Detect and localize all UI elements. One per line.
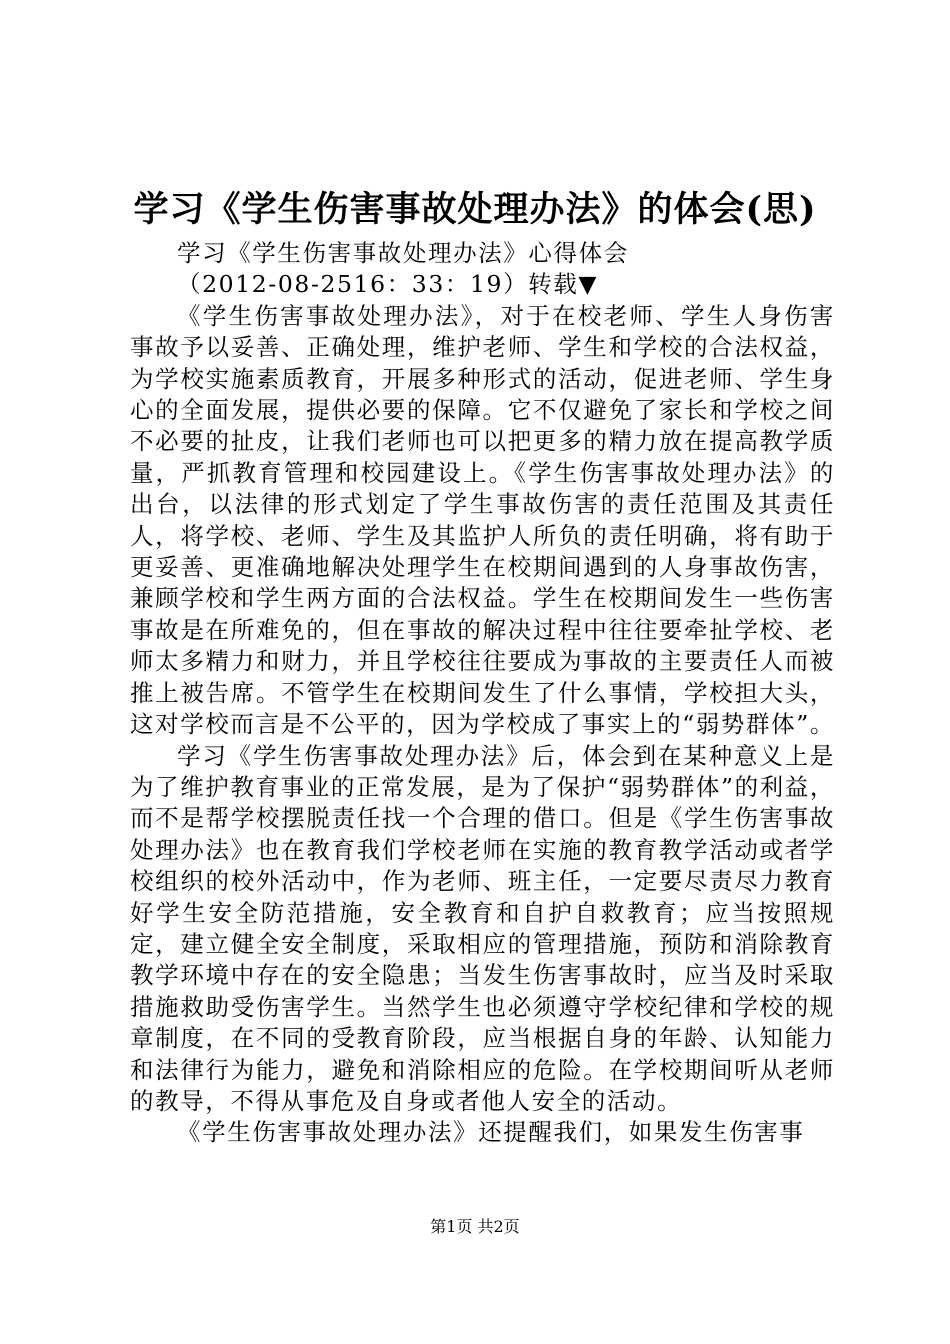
body-paragraph-2: 学习《学生伤害事故处理办法》后，体会到在某种意义上是为了维护教育事业的正常发展，是为了保护“弱势群体”的利益，而不是帮学校摆脱责任找一个合理的借口。但是《学生伤害事故处理办法》也在教育我们学校老师在实施的教育教学活动或者学校组织的校外活动中，作为老师、班主任，一定要尽责尽力教育好学生安全防范措施，安全教育和自护自救教育；应当按照规定，建立健全安全制度，采取相应的管理措施，预防和消除教育教学环境中存在的安全隐患；当发生伤害事故时，应当及时采取措施救助受伤害学生。当然学生也必须遵守学校纪律和学校的规章制度，在不同的受教育阶段，应当根据自身的年龄、认知能力和法律行为能力，避免和消除相应的危险。在学校期间听从老师的教导，不得从事危及自身或者他人安全的活动。 <box>130 741 835 1115</box>
document-body <box>130 238 835 1149</box>
document-title: 学习《学生伤害事故处理办法》的体会(思) <box>133 189 817 230</box>
date-paragraph: （2012-08-2516：33：19）转载▼ <box>177 270 599 299</box>
subtitle-paragraph: 学习《学生伤害事故处理办法》心得体会 <box>177 239 629 267</box>
body-paragraph-1: 《学生伤害事故处理办法》，对于在校老师、学生人身伤害事故予以妥善、正确处理，维护老师、学生和学校的合法权益，为学校实施素质教育，开展多种形式的活动，促进老师、学生身心的全面发展，提供必要的保障。它不仅避免了家长和学校之间不必要的扯皮，让我们老师也可以把更多的精力放在提高教学质量，严抓教育管理和校园建设上。《学生伤害事故处理办法》的出台，以法律的形式划定了学生事故伤害的责任范围及其责任人，将学校、老师、学生及其监护人所负的责任明确，将有助于更妥善、更准确地解决处理学生在校期间遇到的人身事故伤害，兼顾学校和学生两方面的合法权益。学生在校期间发生一些伤害事故是在所难免的，但在事故的解决过程中往往要牵扯学校、老师太多精力和财力，并且学校往往要成为事故的主要责任人而被推上被告席。不管学生在校期间发生了什么事情，学校担大头，这对学校而言是不公平的，因为学校成了事实上的“弱势群体”。 <box>130 301 835 739</box>
body-paragraph-3: 《学生伤害事故处理办法》还提醒我们，如果发生伤害事 <box>177 1118 805 1147</box>
page-footer: 第1页 共2页 <box>430 1217 520 1236</box>
